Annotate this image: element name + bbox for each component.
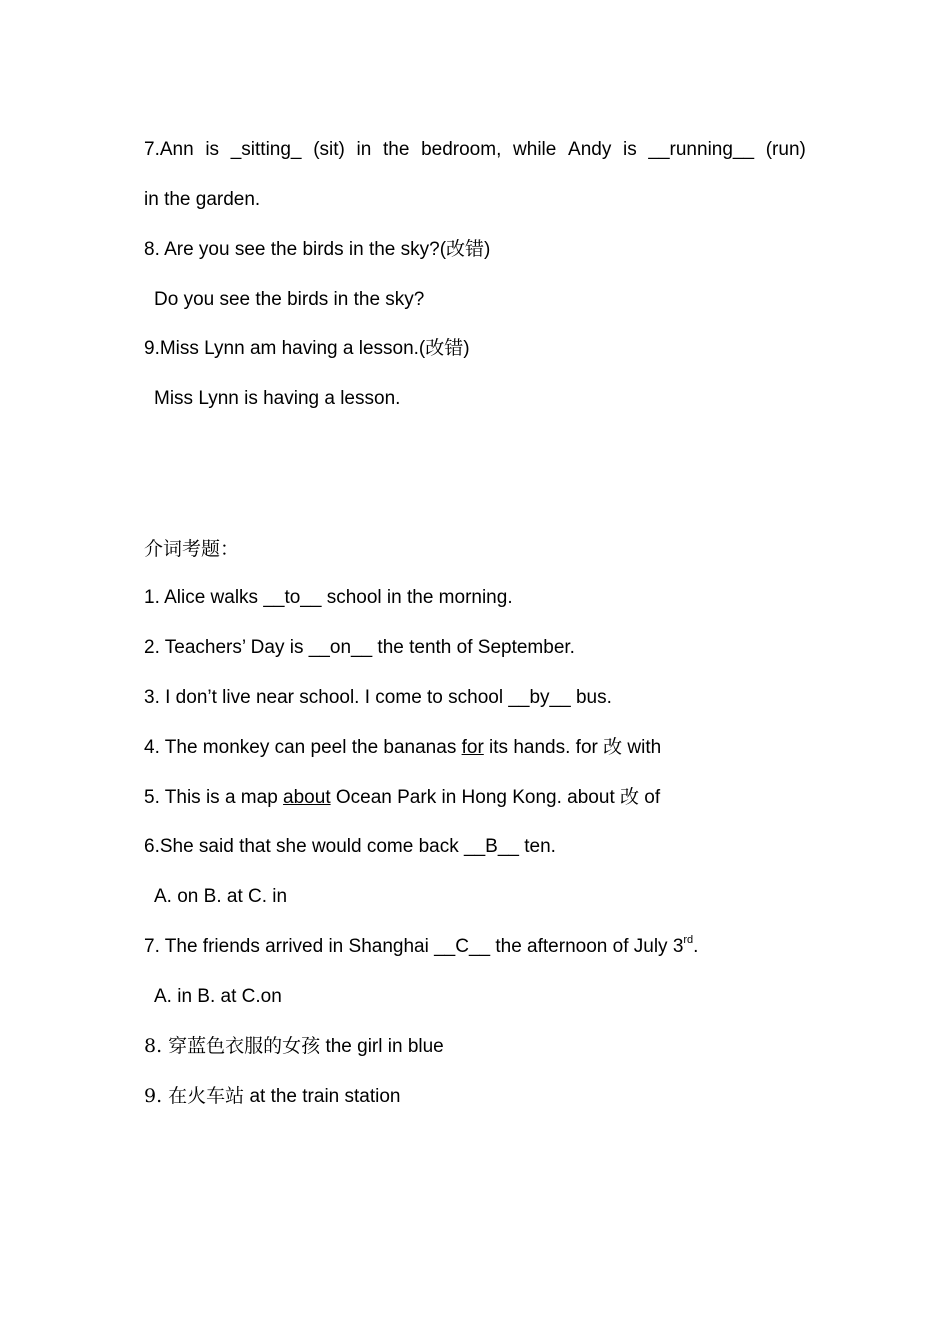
prep-item-6: 6.She said that she would come back __B__ ten. [144,836,556,857]
prep-item-7-options: A. in B. at C.on [154,986,282,1007]
underlined-word: for [461,737,484,758]
prep-item-5 [144,786,660,810]
underlined-word: about [283,787,331,808]
word: while [513,139,557,160]
word: the [382,139,410,160]
word: __running__ [648,139,755,160]
chinese-text: 8. 穿蓝色衣服的女孩 [144,1035,321,1057]
text-segment: its hands. for 改 with [483,737,662,758]
prep-item-3: 3. I don’t live near school. I come to school __by__ bus. [144,687,612,708]
q9-question: 9.Miss Lynn am having a lesson.(改错) [144,338,470,359]
text-segment: 7. The friends arrived in Shanghai __C__ the afternoon of July 3 [144,936,684,957]
text-segment: Ocean Park in Hong Kong. about 改 of [330,787,661,808]
word: (sit) [313,139,345,160]
q7-sentence-line [144,138,806,162]
word: _sitting_ [230,139,302,160]
text-segment: 5. This is a map [144,787,284,808]
word: bedroom, [421,139,502,160]
prep-item-2: 2. Teachers’ Day is __on__ the tenth of September. [144,637,575,658]
english-text: the girl in blue [320,1036,444,1057]
q8-question: 8. Are you see the birds in the sky?(改错) [144,239,491,260]
prep-item-1: 1. Alice walks __to__ school in the morning. [144,587,513,608]
word: is [623,139,637,160]
q8-answer: Do you see the birds in the sky? [154,289,425,310]
text-segment: . [693,936,699,957]
prep-item-9 [144,1084,401,1109]
q7-continuation: in the garden. [144,189,261,210]
prep-item-8 [144,1034,444,1059]
word: in [356,139,372,160]
prep-item-6-options: A. on B. at C. in [154,886,288,907]
word: (run) [765,139,806,160]
word: is [205,139,220,160]
section-heading: 介词考题： [144,538,240,560]
prep-item-4 [144,736,661,760]
q9-answer: Miss Lynn is having a lesson. [154,388,401,409]
prep-item-7 [144,935,698,959]
text-segment: 4. The monkey can peel the bananas [144,737,462,758]
superscript: rd [683,934,694,946]
word: 7.Ann [144,139,194,160]
english-text: at the train station [244,1086,401,1107]
chinese-text: 9. 在火车站 [144,1085,245,1107]
word: Andy [568,139,612,160]
